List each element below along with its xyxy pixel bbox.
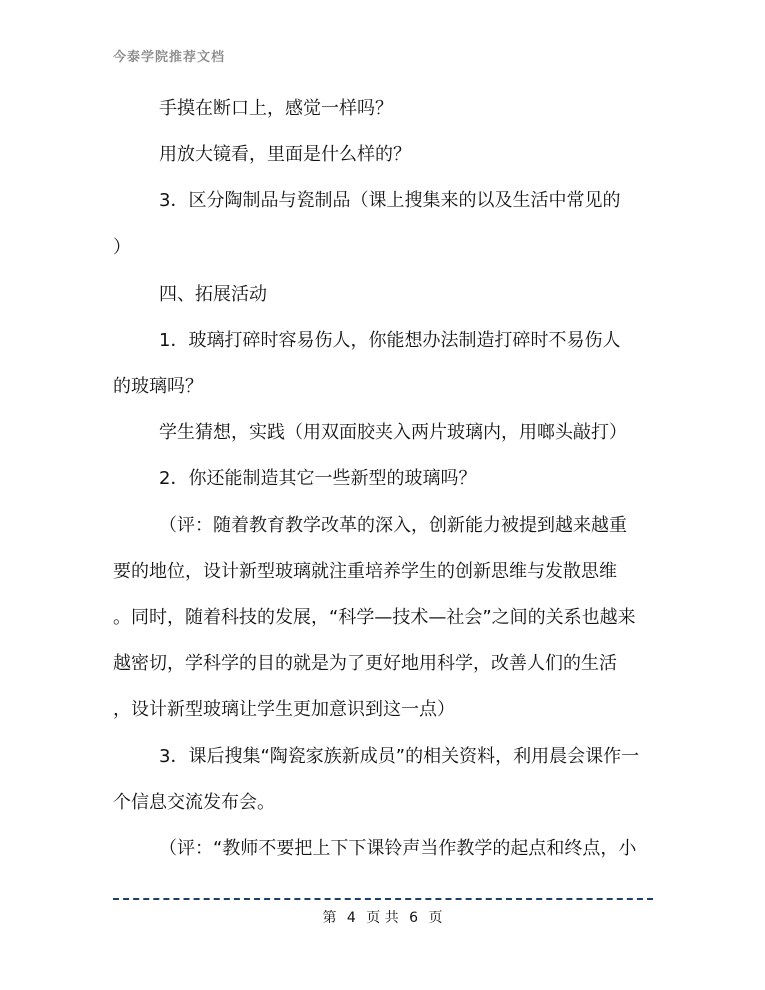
text-line-8: 学生猜想，实践（用双面胶夹入两片玻璃内，用啷头敲打） [159, 422, 627, 443]
text-line-14: ，设计新型玻璃让学生更加意识到这一点） [113, 699, 455, 720]
text-line-10: （评：随着教育教学改革的深入，创新能力被提到越来越重 [159, 515, 627, 536]
current-page-number: 4 [346, 910, 356, 926]
footer-suffix: 页 [428, 910, 443, 926]
page-footer [0, 907, 765, 927]
footer-divider [113, 898, 653, 900]
text-line-12: 。同时，随着科技的发展，“科学—技术—社会”之间的关系也越来 [113, 607, 636, 628]
text-line-2: 用放大镜看，里面是什么样的？ [159, 144, 411, 165]
text-line-13: 越密切，学科学的目的就是为了更好地用科学，改善人们的生活 [113, 653, 617, 674]
text-line-11: 要的地位，设计新型玻璃就注重培养学生的创新思维与发散思维 [113, 561, 617, 582]
text-line-1: 手摸在断口上，感觉一样吗？ [159, 98, 393, 119]
text-line-6: 1．玻璃打碎时容易伤人，你能想办法制造打碎时不易伤人 [159, 330, 621, 351]
section-heading: 四、拓展活动 [159, 284, 267, 305]
total-page-count: 6 [409, 910, 419, 926]
text-line-15: 3．课后搜集“陶瓷家族新成员”的相关资料，利用晨会课作一 [159, 746, 640, 767]
text-line-17: （评：“教师不要把上下下课铃声当作教学的起点和终点，小 [159, 838, 637, 859]
document-header: 今泰学院推荐文档 [113, 50, 226, 65]
text-line-9: 2．你还能制造其它一些新型的玻璃吗？ [159, 468, 477, 489]
footer-mid: 页 共 [366, 910, 399, 926]
footer-prefix: 第 [322, 910, 337, 926]
text-line-4: ） [113, 237, 131, 258]
text-line-16: 个信息交流发布会。 [113, 792, 275, 813]
text-line-7: 的玻璃吗？ [113, 376, 203, 397]
text-line-3: 3．区分陶制品与瓷制品（课上搜集来的以及生活中常见的 [159, 190, 621, 211]
